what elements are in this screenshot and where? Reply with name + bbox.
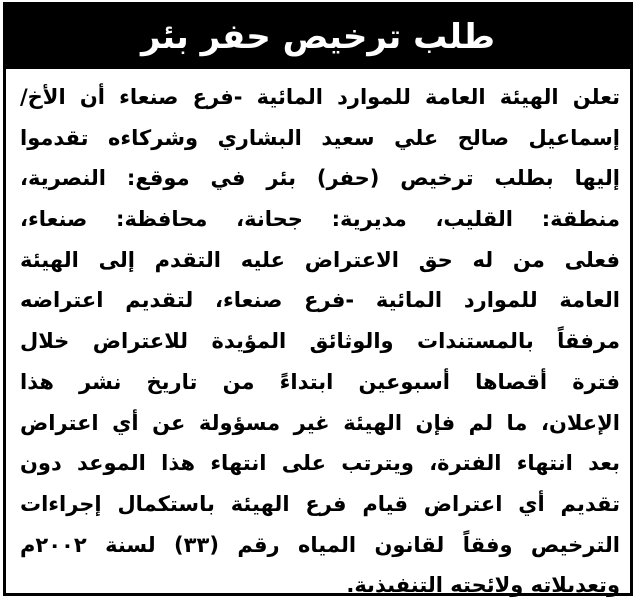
notice-line-6: العامة للموارد المائية -فرع صنعاء، لتقديم اعتراضه [20, 288, 620, 313]
notice-line-9: الإعلان، ما لم فإن الهيئة غير مسؤولة عن أي اعتراض [20, 410, 620, 435]
notice-line-13: وتعديلاته ولائحته التنفيذية. [346, 573, 620, 598]
notice-line-7: مرفقاً بالمستندات والوثائق المؤيدة للاعتراض خلال [20, 329, 620, 354]
notice-line-10: بعد انتهاء الفترة، ويترتب على انتهاء هذا الموعد دون [20, 451, 620, 476]
notice-line-12: الترخيص وفقاً لقانون المياه رقم (٣٣) لسنة ٢٠٠٢م [20, 532, 620, 557]
notice-line-11: تقديم أي اعتراض قيام فرع الهيئة باستكمال إجراءات [20, 491, 620, 516]
notice-line-1: تعلن الهيئة العامة للموارد المائية -فرع صنعاء أن الأخ/ [20, 85, 620, 109]
notice-line-4: منطقة: القليب، مديرية: جحانة، محافظة: صنعاء، [20, 207, 620, 232]
notice-line-5: فعلى من له حق الاعتراض عليه التقدم إلى الهيئة [20, 247, 620, 272]
notice-line-8: فترة أقصاها أسبوعين ابتداءً من تاريخ نشر هذا [20, 369, 620, 394]
notice-line-3: إليها بطلب ترخيص (حفر) بئر في موقع: النصرية، [20, 166, 620, 191]
notice-line-2: إسماعيل صالح علي سعيد البشاري وشركاءه تقدموا [20, 125, 620, 150]
notice-body [20, 77, 620, 602]
notice-frame [3, 2, 633, 596]
title-bar [6, 5, 630, 69]
notice-title: طلب ترخيص حفر بئر [140, 17, 495, 57]
